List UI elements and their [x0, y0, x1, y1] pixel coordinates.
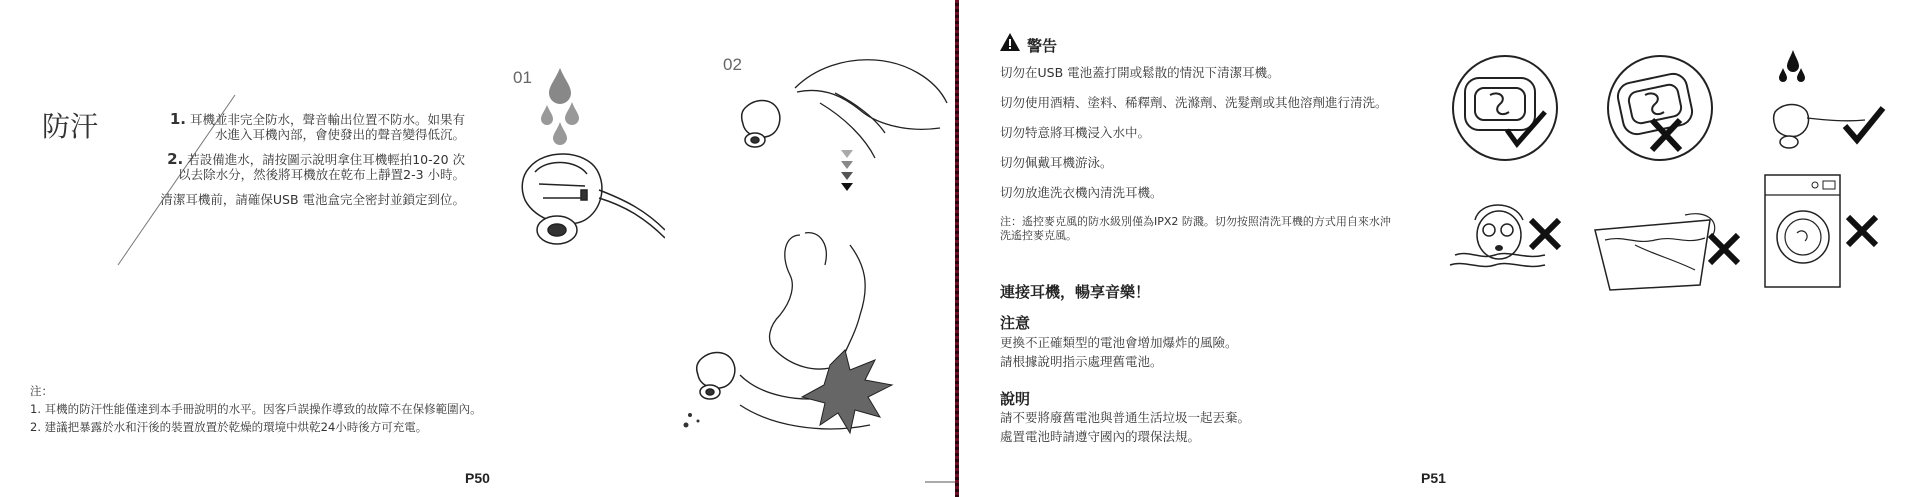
water-drop-icon — [1787, 50, 1799, 72]
notes-title: 注： — [30, 384, 53, 398]
wrist-tap-illustration — [680, 225, 915, 455]
note-2: 2. 建議把暴露於水和汗後的裝置放置於乾燥的環境中烘乾24小時後方可充電。 — [30, 420, 428, 434]
explain-line: 請不要將廢舊電池與普通生活垃圾一起丟棄。 — [1000, 410, 1251, 425]
hand-illustration — [735, 48, 950, 198]
check-icon — [1845, 108, 1883, 140]
warning-triangle-icon — [999, 32, 1021, 56]
notes-section — [30, 382, 482, 436]
warning-item: 切勿使用酒精、塗料、稀釋劑、洗滌劑、洗髮劑或其他溶劑進行清洗。 — [1000, 95, 1388, 110]
step-1-text: 耳機並非完全防水，聲音輸出位置不防水。如果有水進入耳機內部，會使發出的聲音變得低沉。 — [189, 112, 465, 142]
explain-text — [1000, 408, 1250, 446]
page-number: P51 — [1421, 470, 1446, 486]
caution-line: 更換不正確類型的電池會增加爆炸的風險。 — [1000, 335, 1238, 350]
step-2 — [160, 152, 465, 182]
warning-item: 切勿特意將耳機浸入水中。 — [1000, 125, 1151, 140]
warning-list — [1000, 65, 1400, 258]
caution-text — [1000, 333, 1238, 371]
page-divider — [955, 0, 959, 497]
caution-title: 注意 — [1000, 314, 1031, 332]
note-1: 1. 耳機的防汗性能僅達到本手冊說明的水平。因客戶誤操作導致的故障不在保修範圍內。 — [30, 402, 482, 416]
open-cover-illustration — [1608, 56, 1712, 160]
water-drop-icon — [541, 68, 579, 145]
warning-item: 切勿放進洗衣機內清洗耳機。 — [1000, 185, 1163, 200]
step-1-number: 1. — [169, 110, 186, 128]
warning-item: 切勿在USB 電池蓋打開或鬆散的情況下清潔耳機。 — [1000, 65, 1280, 80]
cross-icon — [1531, 220, 1559, 248]
step-2-text: 若設備進水，請按圖示說明拿住耳機輕拍10-20 次以去除水分，然後將耳機放在乾布上靜置2-3 小時。 — [178, 152, 465, 182]
water-splash-icon — [684, 413, 700, 428]
instruction-steps — [160, 112, 465, 217]
swimmer-illustration — [1450, 205, 1559, 266]
earphone-illustration — [515, 60, 665, 280]
explain-title: 說明 — [1000, 390, 1031, 408]
warning-title: 警告 — [1027, 37, 1058, 55]
rinse-ok-illustration — [1774, 50, 1884, 148]
closed-cover-illustration — [1453, 56, 1557, 160]
down-arrows-icon — [841, 150, 853, 191]
page-number: P50 — [465, 470, 490, 486]
step-1 — [160, 112, 465, 142]
step-3-text: 清潔耳機前，請確保USB 電池盒完全密封並鎖定到位。 — [160, 192, 465, 207]
cross-icon — [1710, 235, 1738, 263]
left-page — [0, 0, 955, 497]
cross-icon — [1848, 217, 1876, 245]
figure-label-02: 02 — [723, 55, 742, 74]
impact-burst-icon — [802, 350, 892, 433]
warning-illustrations — [1445, 50, 1913, 300]
explain-line: 處置電池時請遵守國內的環保法規。 — [1000, 429, 1201, 444]
step-2-number: 2. — [167, 150, 184, 168]
corner-mark — [925, 480, 955, 484]
page-title: 防汗 — [42, 110, 99, 143]
warning-item: 切勿佩戴耳機游泳。 — [1000, 155, 1113, 170]
wash-basin-illustration — [1595, 214, 1738, 290]
step-3 — [160, 192, 465, 207]
washing-machine-illustration — [1765, 175, 1876, 287]
warning-note: 注：遙控麥克風的防水級別僅為IPX2 防濺。切勿按照清洗耳機的方式用自來水沖洗遙控麥克風。 — [1000, 215, 1391, 242]
connect-heading: 連接耳機，暢享音樂！ — [1000, 283, 1151, 301]
caution-line: 請根據說明指示處理舊電池。 — [1000, 354, 1163, 369]
figure-label-01: 01 — [513, 68, 532, 87]
